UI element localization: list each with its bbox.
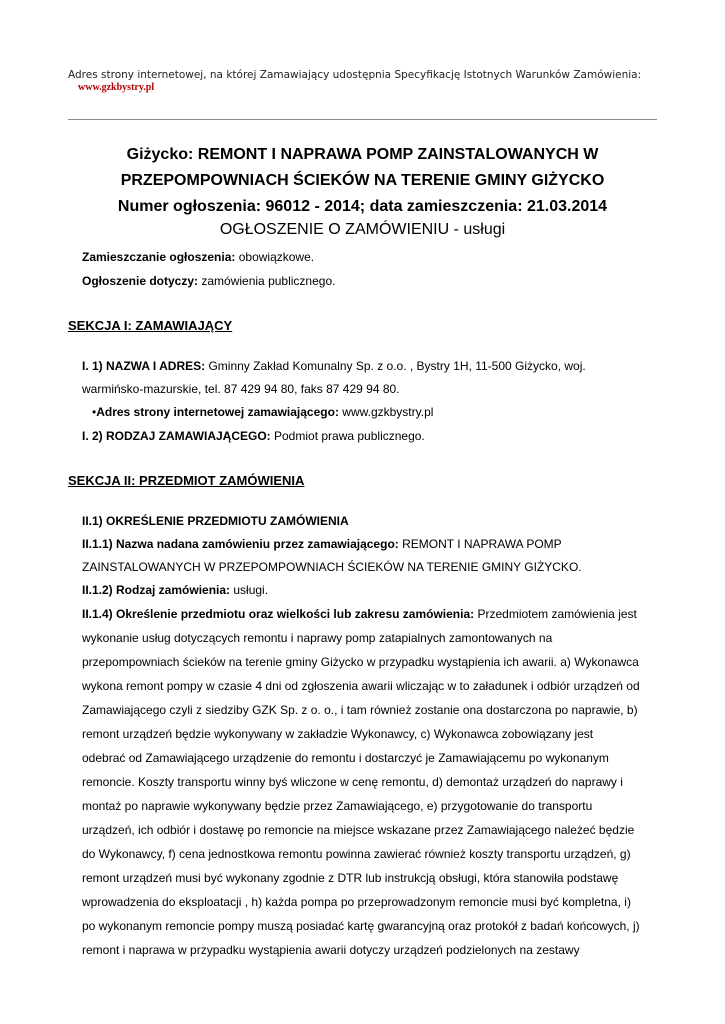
header-note: Adres strony internetowej, na której Zamawiający udostępnia Specyfikację Istotnych Warunków Zamówienia: [68, 69, 642, 81]
scope-text-line: Zamawiającego czyli z siedziby GZK Sp. z o. o., i tam również zostanie ona dostarczona po naprawie, b) [82, 703, 638, 717]
bullet-icon: • [92, 405, 97, 419]
order-name-line [82, 536, 562, 552]
scope-text-line: urządzeń, ich odbiór i dostawę po remoncie na miejsce wskazane przez Zamawiającego należeć będzie [82, 823, 635, 837]
header-link[interactable]: www.gzkbystry.pl [78, 82, 155, 93]
order-name-label: II.1.1) Nazwa nadana zamówieniu przez zamawiającego: [82, 537, 399, 551]
website-line [92, 404, 433, 420]
scope-text-line: odebrać od Zamawiającego urządzenie do remontu i dostarczyć je Zamawiającemu po wykonanym [82, 751, 609, 765]
scope-text-line: remont i naprawa w przypadku wystąpienia awarii dotyczy urządzeń podzielonych na zestawy [82, 943, 580, 957]
scope-text-line: wykonanie usług dotyczących remontu i naprawy pomp zatapialnych zamontowanych na [82, 631, 553, 645]
title-line-2: PRZEPOMPOWNIACH ŚCIEKÓW NA TERENIE GMINY GIŻYCKO [120, 172, 605, 189]
title-line-1: Giżycko: REMONT I NAPRAWA POMP ZAINSTALOWANYCH W [126, 146, 599, 163]
section-1-heading: SEKCJA I: ZAMAWIAJĄCY [68, 318, 233, 333]
scope-label: II.1.4) Określenie przedmiotu oraz wielkości lub zakresu zamówienia: [82, 607, 475, 621]
order-kind-line [82, 582, 268, 598]
title-line-4: OGŁOSZENIE O ZAMÓWIENIU - usługi [219, 221, 506, 238]
section-2-heading: SEKCJA II: PRZEDMIOT ZAMÓWIENIA [68, 473, 305, 488]
placement-line [82, 249, 314, 265]
name-address-value: Gminny Zakład Komunalny Sp. z o.o. , Bystry 1H, 11-500 Giżycko, woj. [205, 359, 586, 373]
contracting-type-line [82, 428, 425, 444]
concerns-label: Ogłoszenie dotyczy: [82, 274, 199, 288]
contracting-type-label: I. 2) RODZAJ ZAMAWIAJĄCEGO: [82, 429, 271, 443]
header-divider [68, 119, 657, 120]
concerns-line [82, 273, 335, 289]
order-kind-value: usługi. [230, 583, 269, 597]
order-name-value: REMONT I NAPRAWA POMP [398, 537, 562, 551]
name-address-line-2: warmińsko-mazurskie, tel. 87 429 94 80, faks 87 429 94 80. [82, 382, 400, 396]
scope-text-line: do Wykonawcy, f) cena jednostkowa remontu powinna zawierać również koszty transportu urządzeń, g) [82, 847, 631, 861]
placement-label: Zamieszczanie ogłoszenia: [82, 250, 236, 264]
scope-text-line: remoncie. Koszty transportu winny byś wliczone w cenę remontu, d) demontaż urządzeń do naprawy i [82, 775, 623, 789]
order-name-line-2: ZAINSTALOWANYCH W PRZEPOMPOWNIACH ŚCIEKÓW NA TERENIE GMINY GIŻYCKO. [82, 560, 582, 574]
title-line-3: Numer ogłoszenia: 96012 - 2014; data zamieszczenia: 21.03.2014 [117, 198, 608, 215]
scope-line [82, 606, 637, 622]
scope-text-line: przepompowniach ścieków na terenie gminy Giżycko w przypadku wystąpienia ich awarii. a) Wykonawca [82, 655, 639, 669]
scope-text-line: remont urządzeń będzie wykonywany w zakładzie Wykonawcy, c) Wykonawca zobowiązany jest [82, 727, 594, 741]
scope-text-line: wprowadzenia do eksploatacji , h) każda pompa po przeprowadzonym remoncie musi być kompletna, i) [82, 895, 631, 909]
concerns-value: zamówienia publicznego. [198, 274, 336, 288]
subject-heading: II.1) OKREŚLENIE PRZEDMIOTU ZAMÓWIENIA [82, 514, 349, 528]
contracting-type-value: Podmiot prawa publicznego. [270, 429, 425, 443]
scope-text-line: montaż po naprawie wykonywany będzie przez Zamawiającego, e) przygotowanie do transportu [82, 799, 593, 813]
scope-text-line: po wykonanym remoncie pompy muszą posiadać kartę gwarancyjną oraz protokół z badań końcowych, j) [82, 919, 640, 933]
order-kind-label: II.1.2) Rodzaj zamówienia: [82, 583, 231, 597]
name-address-line [82, 358, 586, 374]
scope-text-line: wykona remont pompy w czasie 4 dni od zgłoszenia awarii wliczając w to załadunek i odbiór urządzeń od [82, 679, 640, 693]
name-address-label: I. 1) NAZWA I ADRES: [82, 359, 206, 373]
placement-value: obowiązkowe. [235, 250, 315, 264]
website-label: Adres strony internetowej zamawiającego: [96, 405, 339, 419]
scope-text-line: remont urządzeń musi być wykonany zgodnie z DTR lub instrukcją obsługi, która stanowiła podstawę [82, 871, 619, 885]
scope-value: Przedmiotem zamówienia jest [474, 607, 637, 621]
website-value: www.gzkbystry.pl [338, 405, 434, 419]
